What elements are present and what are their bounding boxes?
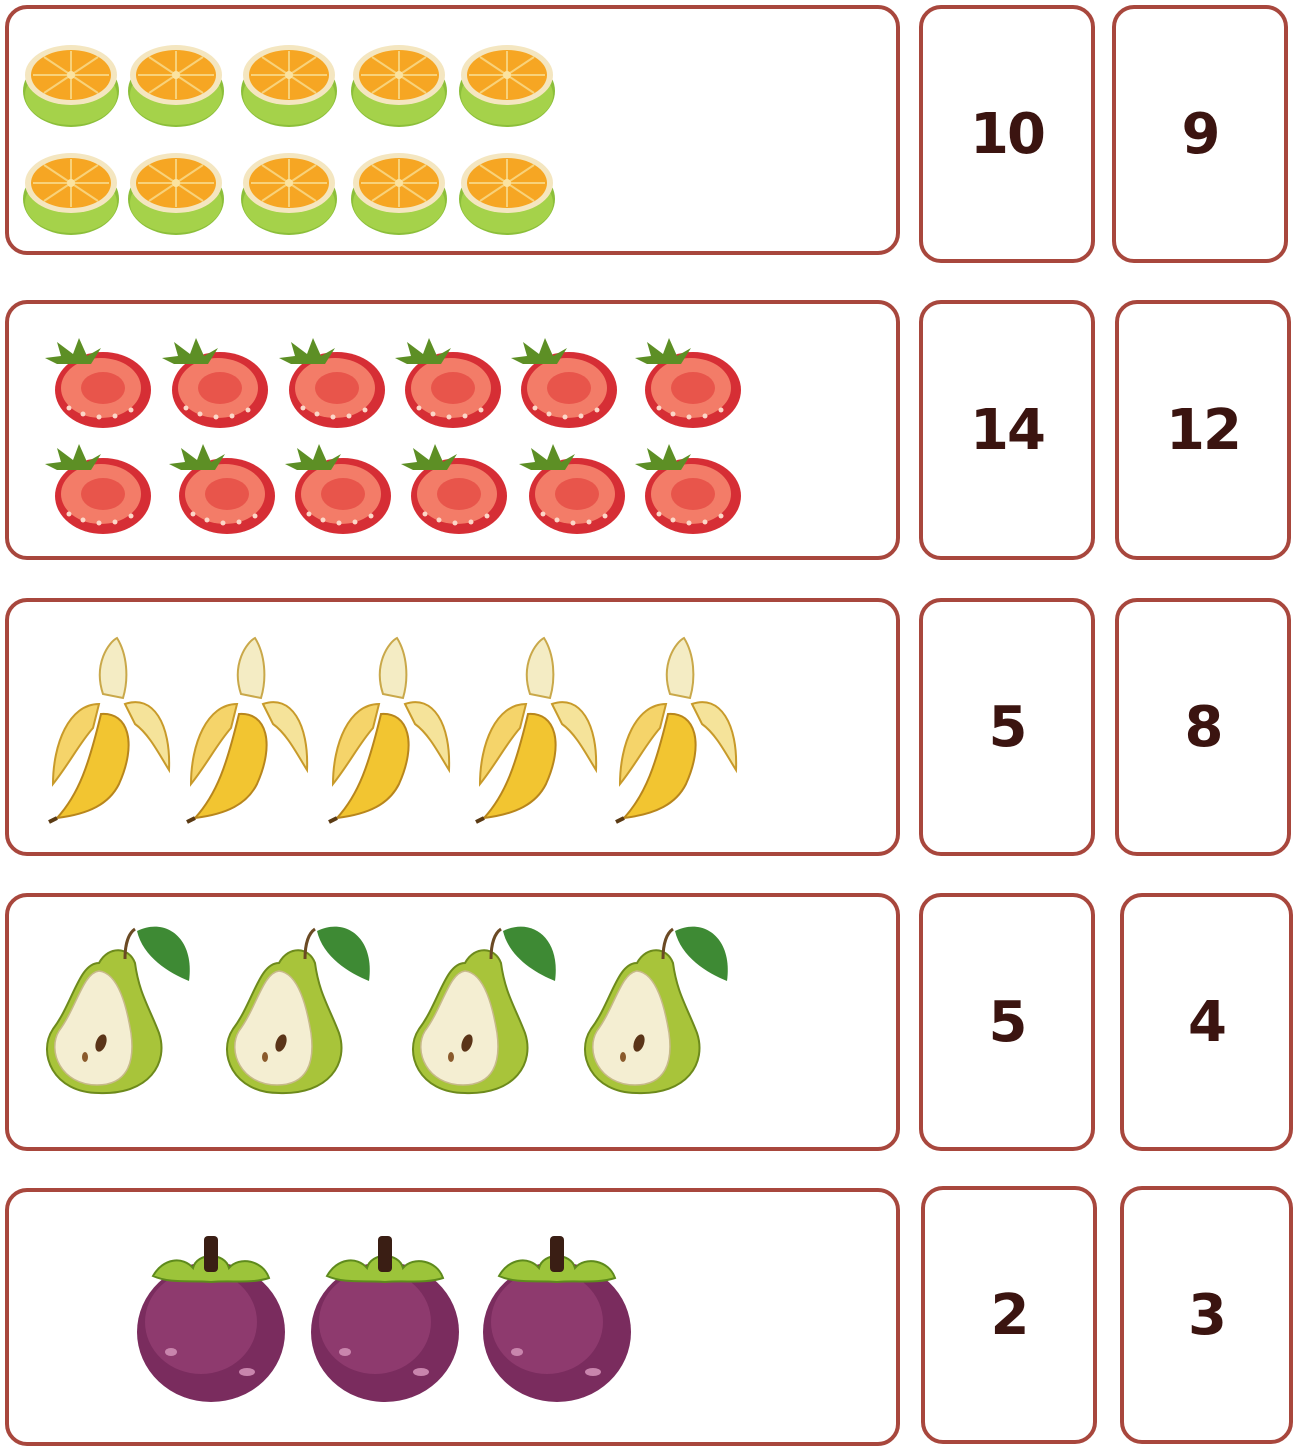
fruit-box-pear	[5, 893, 900, 1151]
strawberry-half-icon	[635, 444, 741, 534]
strawberry-half-icon	[162, 338, 268, 428]
answer-number: 9	[1181, 101, 1219, 167]
banana-icon	[329, 638, 449, 822]
mangosteen-group	[9, 1192, 899, 1445]
pear-half-icon	[413, 927, 556, 1094]
answer-card-row4-b[interactable]	[1120, 893, 1293, 1151]
orange-group	[9, 9, 899, 254]
orange-half-icon	[459, 153, 555, 235]
mangosteen-icon	[483, 1236, 631, 1402]
orange-half-icon	[241, 153, 337, 235]
answer-card-row5-b[interactable]	[1120, 1186, 1293, 1444]
strawberry-half-icon	[279, 338, 385, 428]
answer-number: 10	[970, 101, 1044, 167]
answer-number: 2	[990, 1282, 1028, 1348]
fruit-box-mangosteen	[5, 1188, 900, 1446]
answer-number: 5	[988, 694, 1026, 760]
strawberry-group	[9, 304, 899, 559]
answer-card-row2-b[interactable]	[1115, 300, 1291, 560]
strawberry-half-icon	[511, 338, 617, 428]
orange-half-icon	[241, 45, 337, 127]
answer-number: 12	[1166, 397, 1240, 463]
answer-number: 14	[970, 397, 1044, 463]
orange-half-icon	[23, 153, 119, 235]
answer-card-row3-b[interactable]	[1115, 598, 1291, 856]
strawberry-half-icon	[395, 338, 501, 428]
answer-card-row2-a[interactable]	[919, 300, 1095, 560]
banana-icon	[187, 638, 307, 822]
answer-card-row1-b[interactable]	[1112, 5, 1288, 263]
pear-half-icon	[585, 927, 728, 1094]
orange-half-icon	[351, 153, 447, 235]
answer-card-row1-a[interactable]	[919, 5, 1095, 263]
pear-group	[9, 897, 899, 1150]
mangosteen-icon	[137, 1236, 285, 1402]
banana-icon	[476, 638, 596, 822]
fruit-box-orange	[5, 5, 900, 255]
answer-number: 3	[1188, 1282, 1225, 1348]
fruit-box-strawberry	[5, 300, 900, 560]
answer-card-row4-a[interactable]	[919, 893, 1095, 1151]
orange-half-icon	[128, 153, 224, 235]
answer-number: 5	[988, 989, 1026, 1055]
strawberry-half-icon	[169, 444, 275, 534]
strawberry-half-icon	[635, 338, 741, 428]
orange-half-icon	[23, 45, 119, 127]
strawberry-half-icon	[45, 338, 151, 428]
banana-icon	[49, 638, 169, 822]
strawberry-half-icon	[401, 444, 507, 534]
orange-half-icon	[459, 45, 555, 127]
strawberry-half-icon	[45, 444, 151, 534]
mangosteen-icon	[311, 1236, 459, 1402]
strawberry-half-icon	[519, 444, 625, 534]
orange-half-icon	[351, 45, 447, 127]
answer-number: 8	[1184, 694, 1222, 760]
pear-half-icon	[227, 927, 370, 1094]
banana-group	[9, 602, 899, 855]
pear-half-icon	[47, 927, 190, 1094]
strawberry-half-icon	[285, 444, 391, 534]
banana-icon	[616, 638, 736, 822]
answer-card-row3-a[interactable]	[919, 598, 1095, 856]
answer-number: 4	[1188, 989, 1225, 1055]
orange-half-icon	[128, 45, 224, 127]
fruit-box-banana	[5, 598, 900, 856]
answer-card-row5-a[interactable]	[921, 1186, 1097, 1444]
